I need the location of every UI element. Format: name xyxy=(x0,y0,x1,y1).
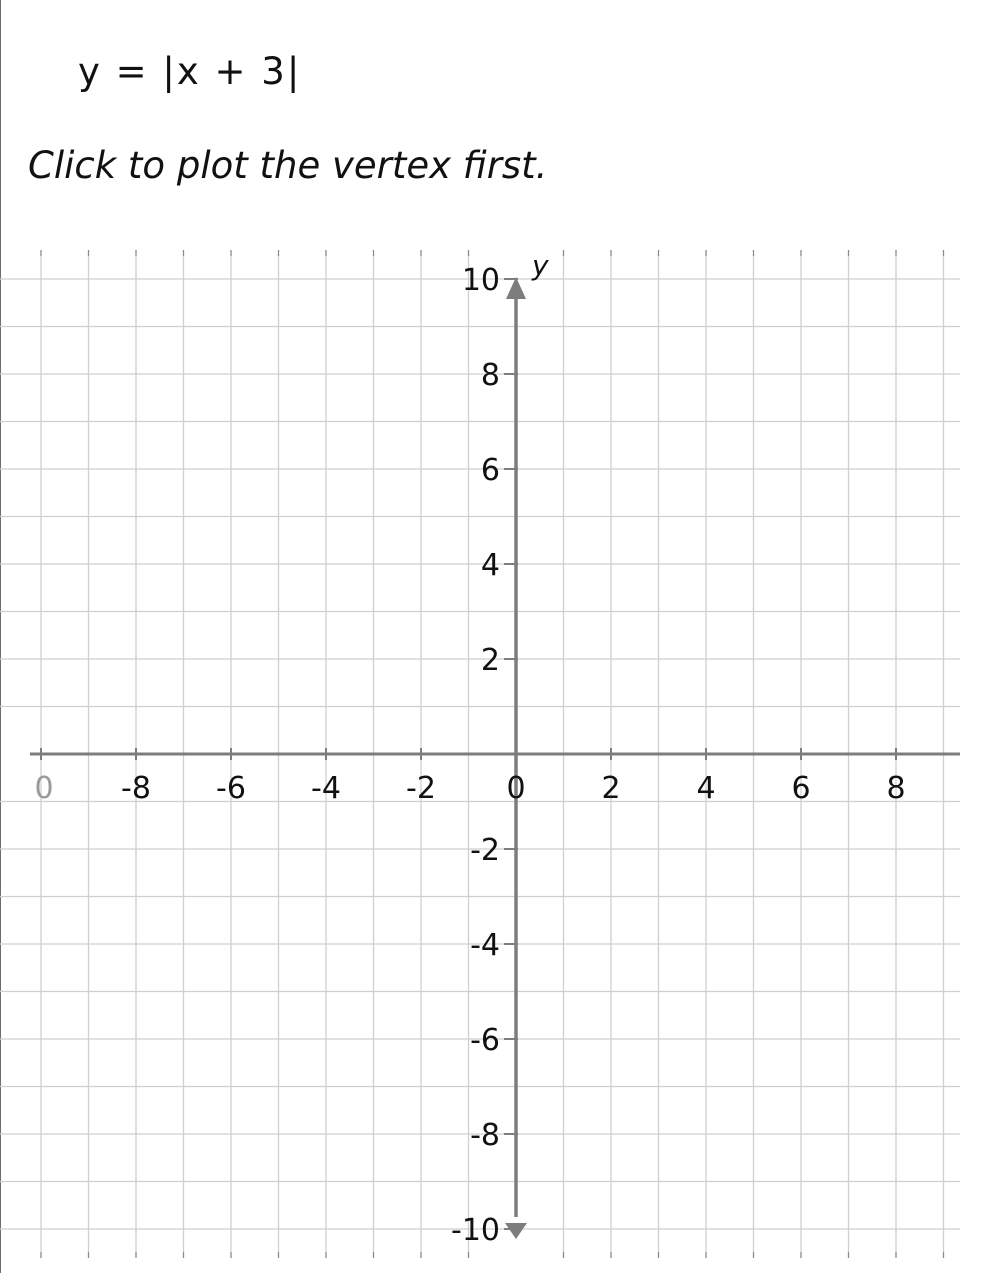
y-tick-label: -6 xyxy=(470,1023,500,1058)
x-tick-label: -4 xyxy=(311,771,341,806)
equation: y = |x + 3| xyxy=(78,50,302,93)
y-tick-label: -10 xyxy=(451,1213,500,1248)
y-tick-label: 10 xyxy=(461,263,500,298)
y-tick-label: 2 xyxy=(480,643,500,678)
y-tick-label: 6 xyxy=(480,453,500,488)
x-tick-label: 2 xyxy=(601,771,621,806)
y-tick-label: -2 xyxy=(470,833,500,868)
x-tick-label: -6 xyxy=(216,771,246,806)
y-tick-label: 8 xyxy=(480,358,500,393)
x-tick-label: 0 xyxy=(34,771,54,806)
y-tick-label: -4 xyxy=(470,928,500,963)
x-tick-label: -2 xyxy=(406,771,436,806)
x-tick-label: -8 xyxy=(121,771,151,806)
tick-labels xyxy=(34,249,905,1248)
y-tick-label: 4 xyxy=(480,548,500,583)
y-axis-arrow-down-icon xyxy=(505,1223,527,1239)
y-axis-arrow-up-icon xyxy=(506,277,526,299)
x-tick-label: 8 xyxy=(886,771,906,806)
x-tick-label: 4 xyxy=(696,771,716,806)
y-tick-label: -8 xyxy=(470,1118,500,1153)
x-tick-label: 0 xyxy=(506,771,526,806)
y-axis-label: y xyxy=(532,249,549,282)
instruction-text: Click to plot the vertex first. xyxy=(28,144,548,187)
x-tick-label: 6 xyxy=(791,771,811,806)
